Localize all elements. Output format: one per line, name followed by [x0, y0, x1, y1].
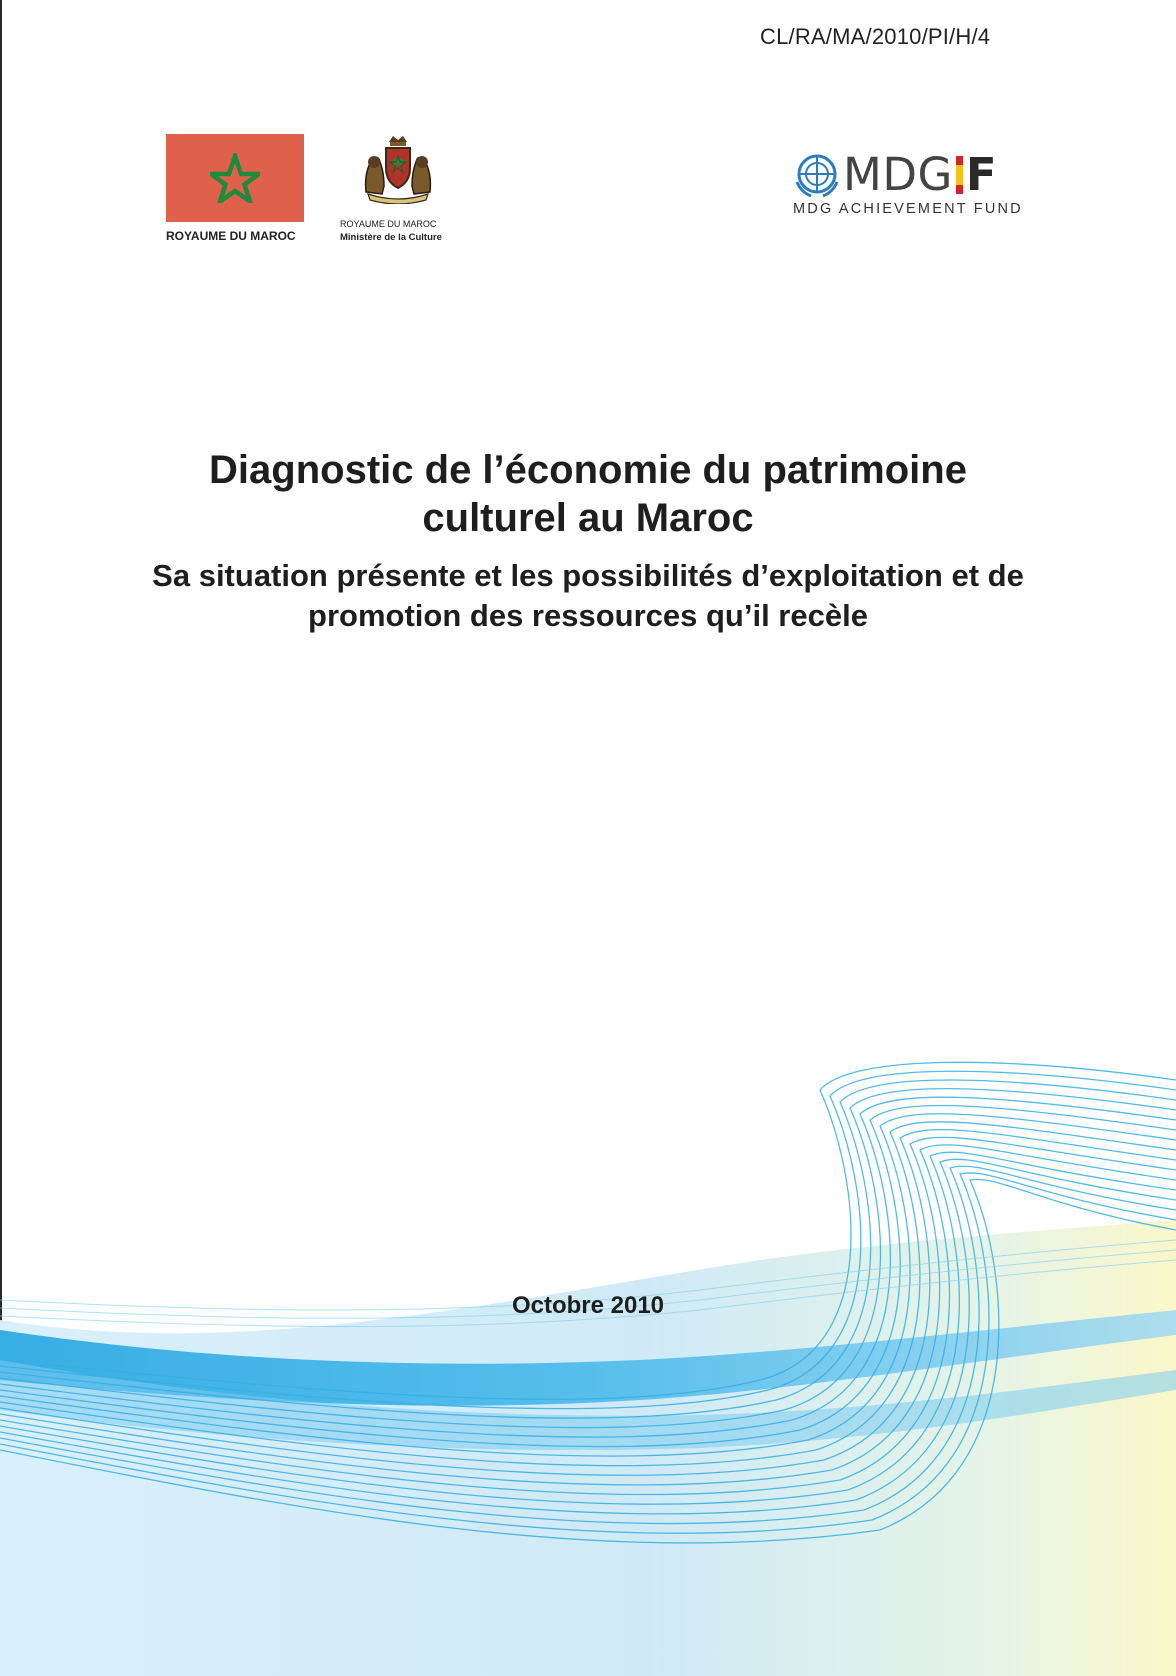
ministry-caption-country: ROYAUME DU MAROC — [340, 219, 437, 229]
un-emblem-icon — [793, 152, 841, 198]
title-block — [0, 446, 1176, 636]
coat-of-arms-icon — [358, 132, 438, 204]
ministry-caption-name: Ministère de la Culture — [340, 232, 442, 243]
mdgf-tagline: MDG ACHIEVEMENT FUND — [793, 201, 1023, 217]
wave-decoration — [0, 1060, 1176, 1676]
flag-caption: ROYAUME DU MAROC — [166, 229, 296, 243]
document-subtitle: Sa situation présente et les possibilités d’exploitation et de promotion des ressources qu’il recèle — [152, 558, 1024, 633]
mdgf-wordmark-f: F — [965, 148, 997, 201]
morocco-flag-logo — [166, 134, 306, 243]
ministry-logo — [340, 132, 470, 243]
document-reference-code: CL/RA/MA/2010/PI/H/4 — [760, 24, 991, 49]
moroccan-flag-icon — [166, 134, 304, 222]
document-date: Octobre 2010 — [511, 1292, 665, 1319]
mdgf-logo — [793, 150, 1023, 217]
mdgf-flag-bar-icon — [956, 156, 963, 194]
document-title: Diagnostic de l’économie du patrimoine culturel au Maroc — [209, 448, 967, 540]
mdgf-wordmark: MDG — [843, 148, 953, 201]
